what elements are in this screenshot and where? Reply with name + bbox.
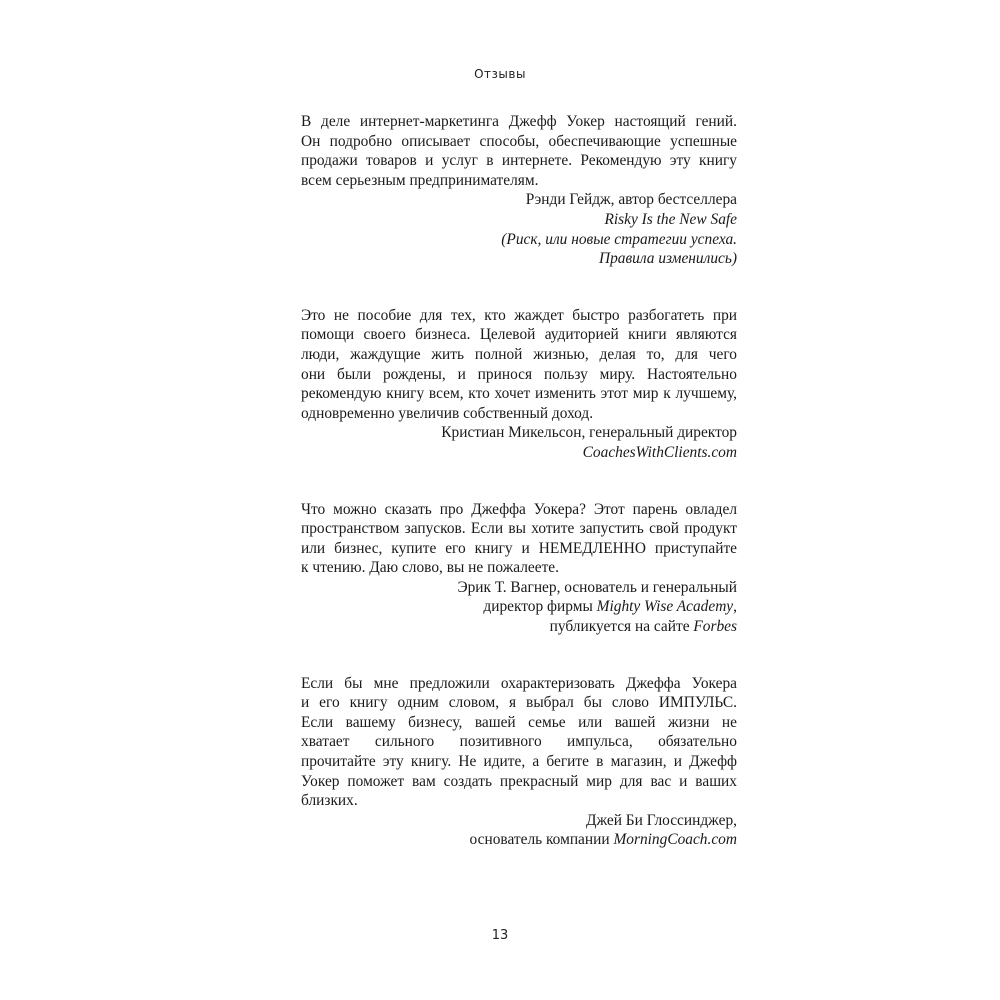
testimonials-column [301, 112, 737, 850]
quote-line: и его книгу одним словом, я выбрал бы слово ИМПУЛЬС. [301, 694, 737, 712]
author-line [301, 597, 737, 617]
author-line [301, 830, 737, 850]
publication-name: Forbes [693, 618, 737, 636]
testimonial-quote [301, 306, 737, 424]
author-line: Кристиан Микельсон, генеральный директор [441, 424, 737, 442]
quote-line: они были рождены, и принося пользу миру. Настоятельно [301, 365, 737, 383]
quote-line: помощи своего бизнеса. Целевой аудиторией книги являются [301, 326, 737, 344]
quote-line: люди, жаждущие жить полной жизнью, делая то, для чего [301, 345, 737, 363]
book-title: Risky Is the New Safe [604, 210, 737, 228]
quote-line: В деле интернет-маркетинга Джефф Уокер настоящий гений. [301, 113, 737, 130]
quote-line: хватает сильного позитивного импульса, обязательно [301, 733, 737, 751]
author-line-text: , [733, 598, 737, 616]
testimonial-quote [301, 500, 737, 578]
quote-line: Если вашему бизнесу, вашей семье или вашей жизни не [301, 713, 737, 731]
testimonial-quote [301, 112, 737, 190]
author-line-text: публикуется на сайте [549, 618, 694, 636]
quote-line: Он подробно описывает способы, обеспечивающие успешные [301, 132, 737, 150]
testimonial-4 [301, 674, 737, 850]
author-line-text: основатель компании [469, 831, 614, 849]
quote-line: продажи товаров и услуг в интернете. Рекомендую эту книгу [301, 152, 737, 170]
author-line: Эрик Т. Вагнер, основатель и генеральный [457, 578, 737, 596]
book-subtitle: Правила изменились) [599, 250, 737, 268]
testimonial-attribution [301, 190, 737, 268]
author-line: Рэнди Гейдж, автор бестселлера [525, 191, 737, 209]
quote-line: Уокер поможет вам создать прекрасный мир для вас и ваших [301, 772, 737, 790]
quote-line: одновременно увеличив собственный доход. [301, 404, 594, 422]
testimonial-quote [301, 674, 737, 811]
running-head: Отзывы [474, 67, 526, 81]
testimonial-attribution [301, 423, 737, 462]
author-line [301, 617, 737, 637]
testimonial-attribution [301, 578, 737, 637]
quote-line: прочитайте эту книгу. Не идите, а бегите в магазин, и Джефф [301, 753, 737, 771]
quote-line: всем серьезным предпринимателям. [301, 171, 539, 189]
author-line-text: директор фирмы [483, 598, 597, 616]
book-subtitle: (Риск, или новые стратегии успеха. [501, 230, 737, 248]
quote-line: Если бы мне предложили охарактеризовать Джеффа Уокера [301, 674, 737, 692]
quote-line: к чтению. Даю слово, вы не пожалеете. [301, 559, 559, 577]
company-name: Mighty Wise Academy [596, 598, 734, 616]
author-line: Джей Би Глоссинджер, [585, 811, 737, 829]
testimonial-attribution [301, 811, 737, 850]
quote-line: рекомендую книгу всем, кто хочет изменить этот мир к лучшему, [301, 385, 737, 403]
company-name: MorningCoach.com [613, 831, 737, 849]
testimonial-3 [301, 500, 737, 637]
quote-line: пространством запусков. Если вы хотите запустить свой продукт [301, 520, 737, 538]
quote-line: или бизнес, купите его книгу и НЕМЕДЛЕННО приступайте [301, 539, 737, 557]
website-name: CoachesWithClients.com [582, 443, 737, 461]
quote-line: Что можно сказать про Джеффа Уокера? Этот парень овладел [301, 500, 737, 518]
quote-line: близких. [301, 792, 358, 810]
quote-line: Это не пособие для тех, кто жаждет быстро разбогатеть при [301, 306, 737, 324]
page-number: 13 [491, 928, 509, 943]
testimonial-2 [301, 306, 737, 463]
testimonial-1 [301, 112, 737, 269]
